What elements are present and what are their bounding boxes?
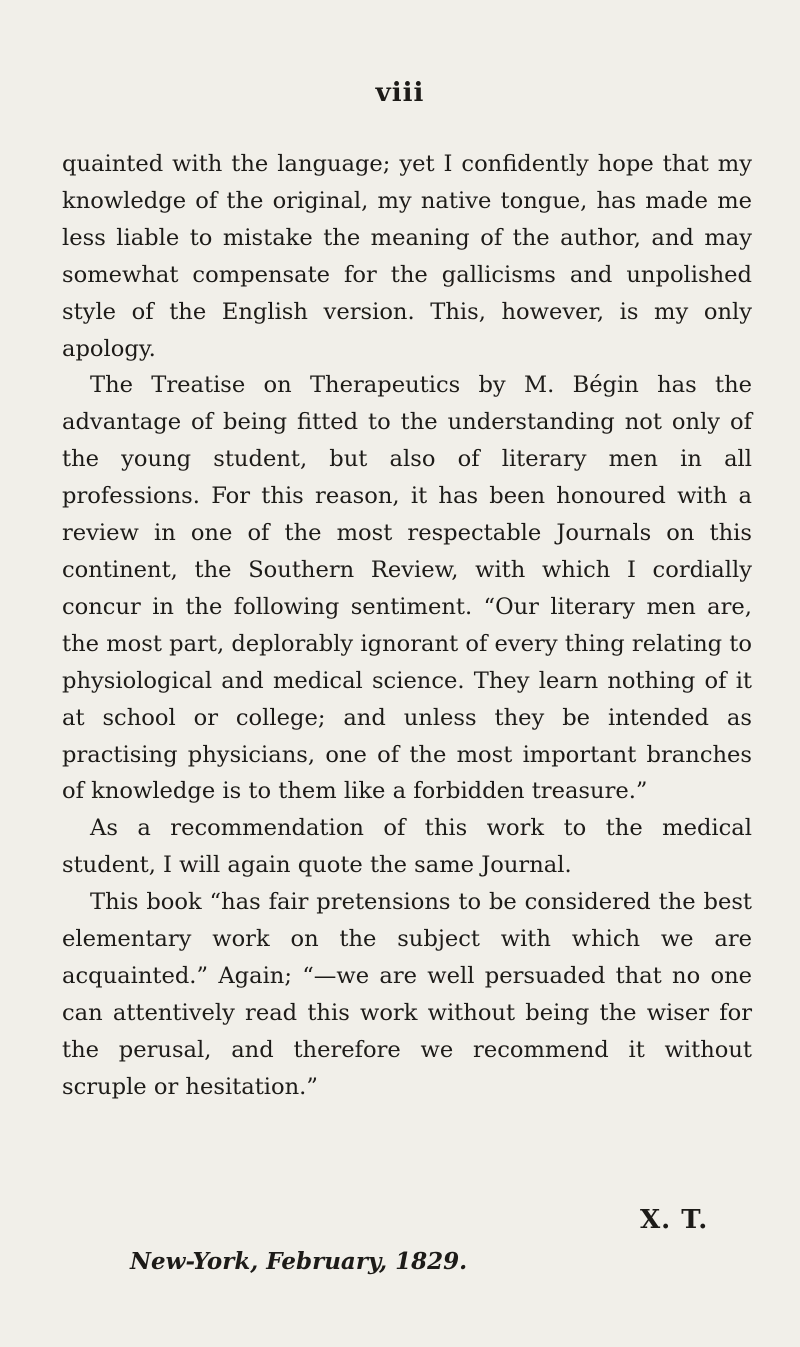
body-text — [62, 146, 752, 1106]
page-number: viii — [375, 78, 425, 108]
paragraph-continuation: quainted with the language; yet I confidently hope that my knowledge of the original, my native tongue, has made me less liable to mistake the meaning of the author, and may somewhat compensate for the gallicisms and unpolished style of the English version. This, however, is my only apology. — [62, 151, 752, 362]
paragraph-recommendation: As a recommendation of this work to the medical student, I will again quote the same Journal. — [62, 815, 752, 879]
paragraph-treatise: The Treatise on Therapeutics by M. Bégin has the advantage of being fitted to the understanding not only of the young student, but also of literary men in all professions. For this reason, it has been honoured with a review in one of the most respectable Journals on this continent, the Southern Review, with which I cordially concur in the following sentiment. “Our literary men are, the most part, deplorably ignorant of every thing relating to physiological and medical science. They learn nothing of it at school or college; and unless they be intended as practising physicians, one of the most important branches of knowledge is to them like a forbidden treasure.” — [62, 372, 752, 805]
paragraph-quote: This book “has fair pretensions to be considered the best elementary work on the subject with which we are acquainted.” Again; “—we are well persuaded that no one can attentively read this work without being the wiser for the perusal, and therefore we recommend it without scruple or hesitation.” — [62, 889, 752, 1100]
signature: X. T. — [640, 1205, 709, 1235]
dateline: New-York, February, 1829. — [130, 1248, 468, 1275]
